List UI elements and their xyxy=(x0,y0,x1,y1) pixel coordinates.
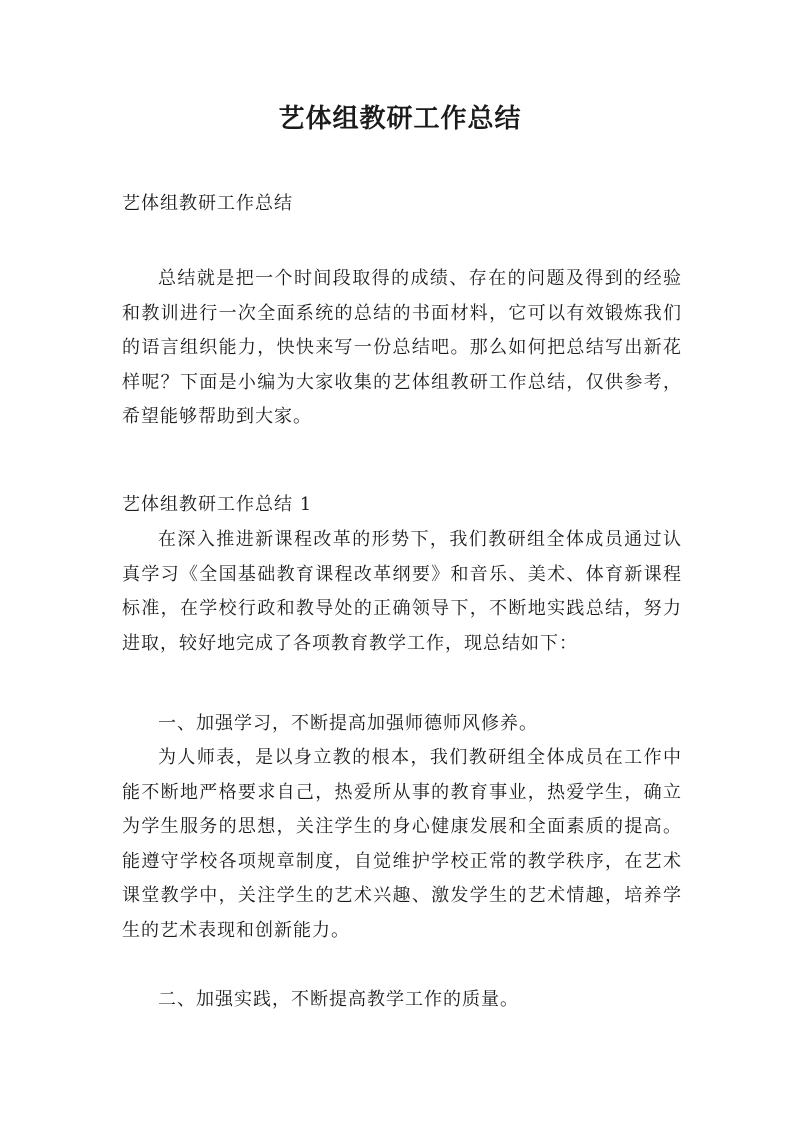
section-paragraph-2: 一、加强学习，不断提高加强师德师风修养。 xyxy=(158,713,538,734)
section-heading: 艺体组教研工作总结 1 xyxy=(122,494,313,515)
page-title: 艺体组教研工作总结 xyxy=(278,104,522,134)
section-paragraph-3: 为人师表，是以身立教的根本，我们教研组全体成员在工作中能不断地严格要求自己，热爱所从事的教育事业，热爱学生，确立为学生服务的思想，关注学生的身心健康发展和全面素质的提高。能遵守学校各项规章制度，自觉维护学校正常的教学秩序，在艺术课堂教学中，关注学生的艺术兴趣、激发学生的艺术情趣，培养学生的艺术表现和创新能力。 xyxy=(122,747,682,941)
intro-paragraph: 总结就是把一个时间段取得的成绩、存在的问题及得到的经验和教训进行一次全面系统的总结的书面材料，它可以有效锻炼我们的语言组织能力，快快来写一份总结吧。那么如何把总结写出新花样呢？下面是小编为大家收集的艺体组教研工作总结，仅供参考，希望能够帮助到大家。 xyxy=(122,268,682,427)
document-subtitle: 艺体组教研工作总结 xyxy=(122,193,293,214)
section-paragraph-1: 在深入推进新课程改革的形势下，我们教研组全体成员通过认真学习《全国基础教育课程改革纲要》和音乐、美术、体育新课程标准，在学校行政和教导处的正确领导下，不断地实践总结，努力进取，较好地完成了各项教育教学工作，现总结如下： xyxy=(122,529,682,654)
section-paragraph-4: 二、加强实践，不断提高教学工作的质量。 xyxy=(158,989,519,1010)
